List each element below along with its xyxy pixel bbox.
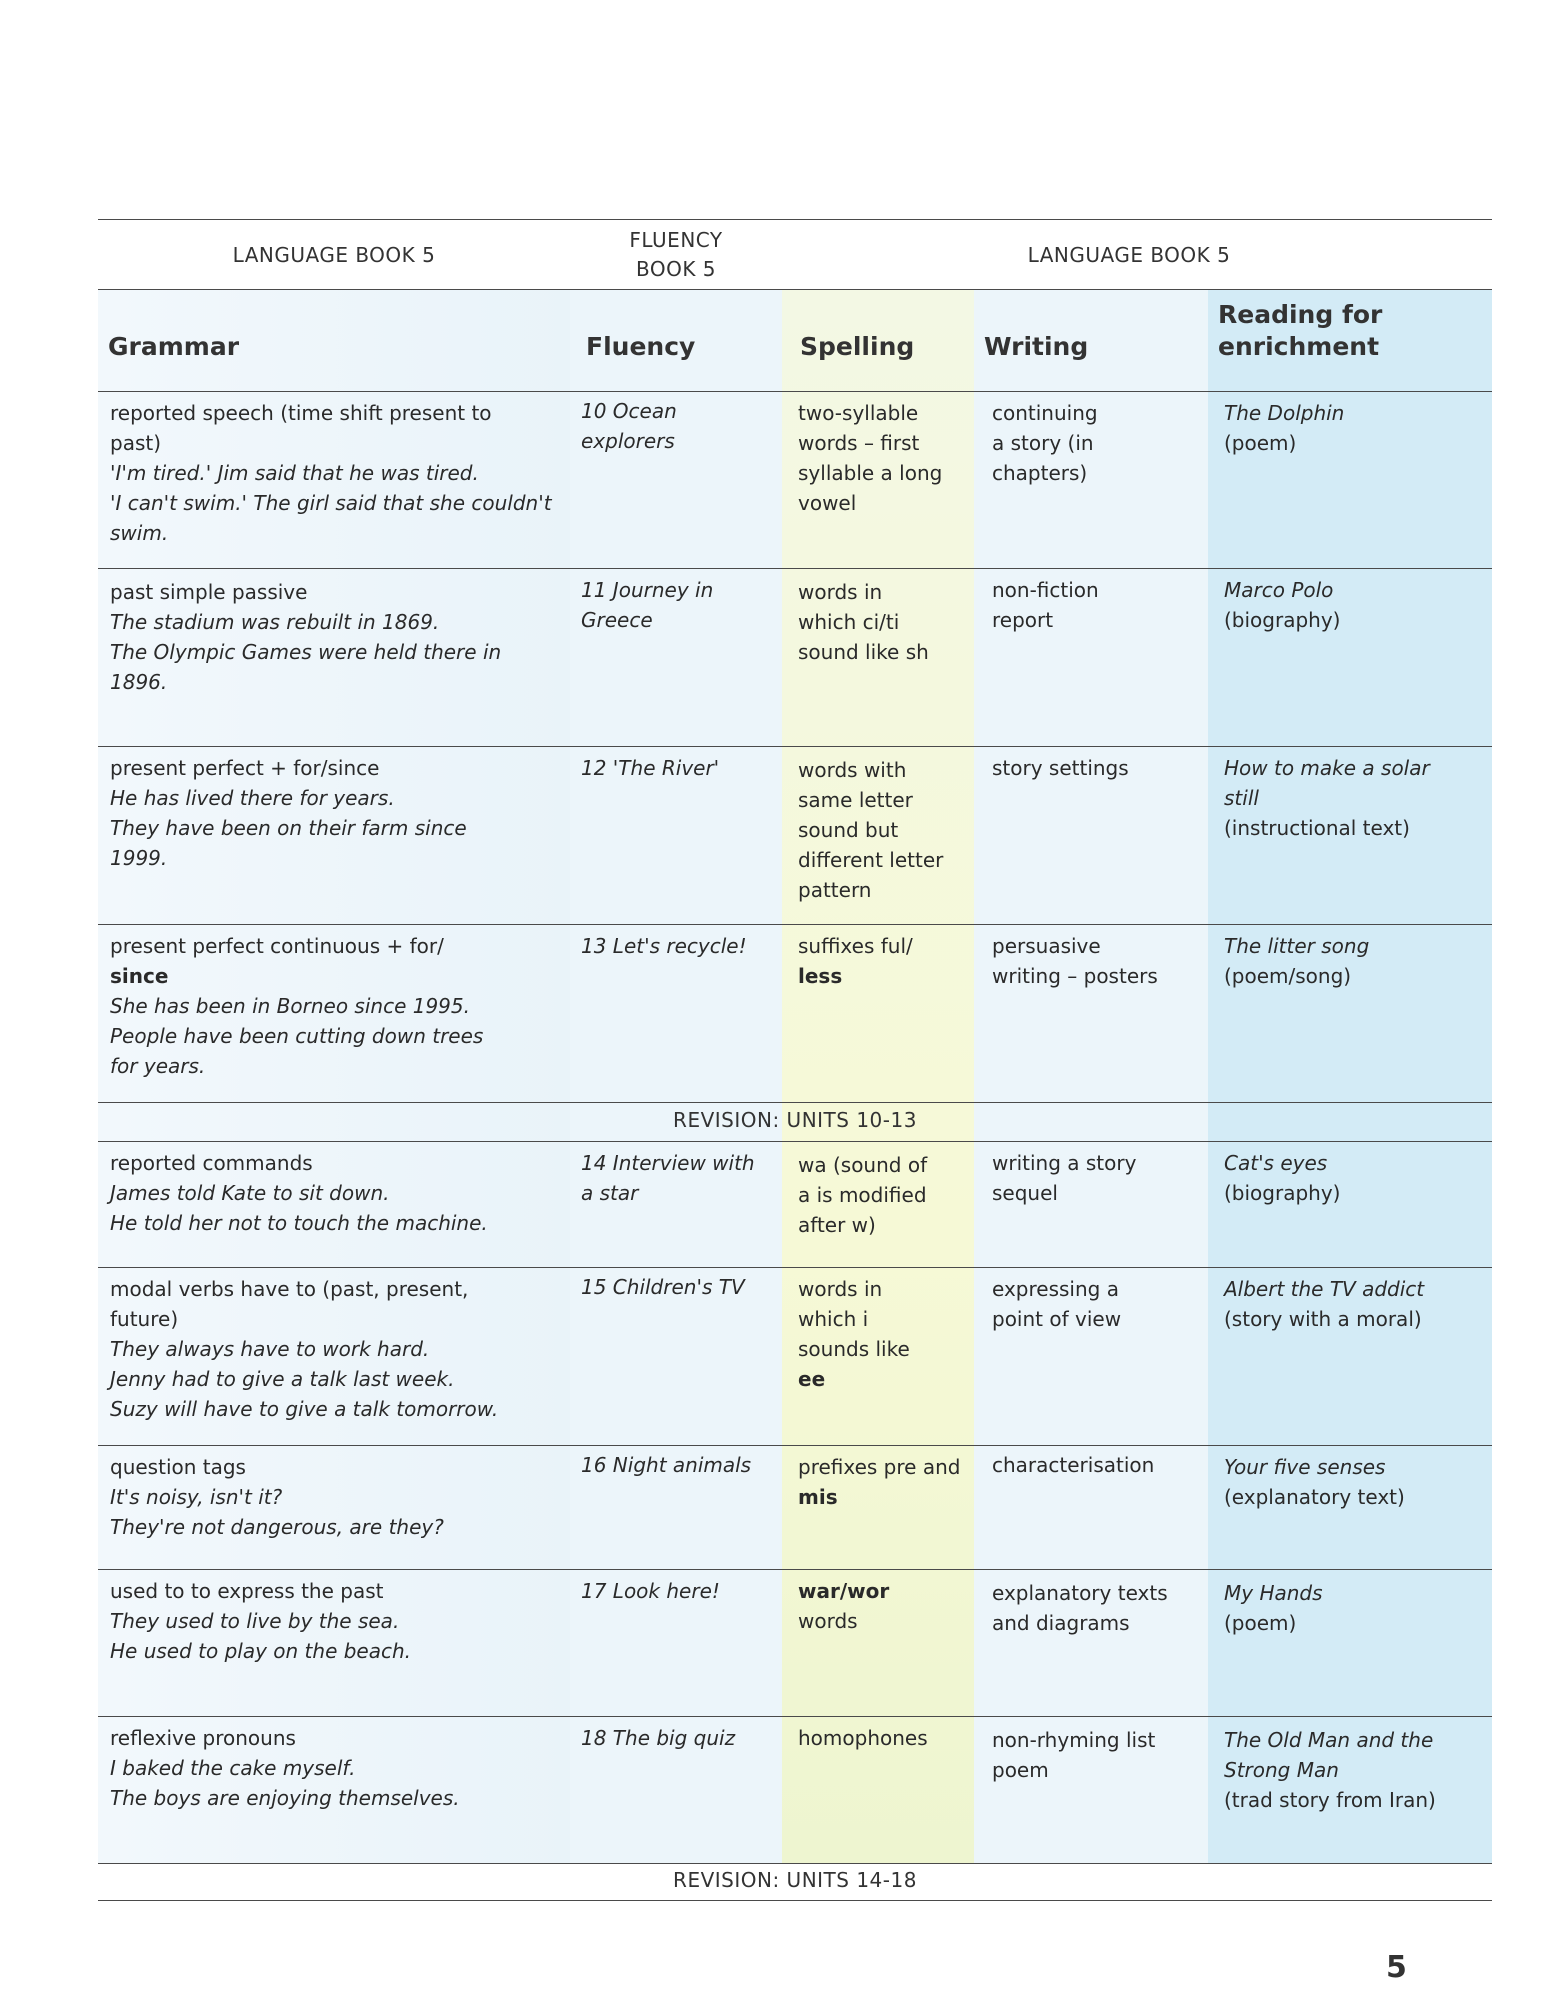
grammar-example: 1999. <box>110 846 168 870</box>
spelling-line: words – first <box>798 431 920 455</box>
grammar-line: present perfect continuous + for/ <box>110 934 444 958</box>
grammar-line: modal verbs have to (past, present, <box>110 1277 469 1301</box>
grammar-example: Suzy will have to give a talk tomorrow. <box>110 1397 499 1421</box>
writing-cell <box>992 1450 1154 1480</box>
spelling-line: suffixes ful/ <box>798 934 913 958</box>
fluency-line: 16 Night animals <box>581 1453 752 1477</box>
grammar-example: He has lived there for years. <box>110 786 395 810</box>
spelling-cell <box>798 931 913 991</box>
writing-line: sequel <box>992 1181 1058 1205</box>
spelling-cell <box>798 1274 910 1394</box>
grammar-line: future) <box>110 1307 179 1331</box>
spelling-line: words in <box>798 580 883 604</box>
spelling-line: which i <box>798 1307 869 1331</box>
grammar-example: The Olympic Games were held there in <box>110 640 502 664</box>
reading-title: still <box>1224 786 1259 810</box>
reading-title: Cat's eyes <box>1224 1151 1328 1175</box>
reading-cell <box>1224 1452 1405 1512</box>
fluency-line: a star <box>581 1181 639 1205</box>
writing-line: report <box>992 608 1054 632</box>
grammar-example: They have been on their farm since <box>110 816 467 840</box>
writing-cell <box>992 753 1129 783</box>
reading-title: Marco Polo <box>1224 578 1334 602</box>
grammar-line: reported commands <box>110 1151 313 1175</box>
spelling-line: sounds like <box>798 1337 910 1361</box>
fluency-line: 13 Let's recycle! <box>581 934 747 958</box>
spelling-heading: Spelling <box>800 332 915 361</box>
writing-line: continuing <box>992 401 1098 425</box>
spelling-line: prefixes pre and <box>798 1455 961 1479</box>
fluency-column-band <box>570 290 782 1864</box>
grammar-line: past simple passive <box>110 580 308 604</box>
spelling-cell <box>798 1576 889 1636</box>
grammar-cell <box>110 577 501 697</box>
row-divider <box>98 1102 1492 1103</box>
grammar-example: It's noisy, isn't it? <box>110 1485 283 1509</box>
reading-title: The litter song <box>1224 934 1370 958</box>
table-bottom-rule <box>98 1863 1492 1864</box>
grammar-example: 'I'm tired.' Jim said that he was tired. <box>110 461 479 485</box>
grammar-example: He told her not to touch the machine. <box>110 1211 488 1235</box>
writing-line: chapters) <box>992 461 1088 485</box>
reading-title: My Hands <box>1224 1581 1323 1605</box>
fluency-cell <box>581 1576 720 1606</box>
spelling-cell <box>798 577 929 667</box>
spelling-line: words in <box>798 1277 883 1301</box>
spelling-cell <box>798 1452 960 1512</box>
reading-title: How to make a solar <box>1224 756 1430 780</box>
fluency-line: 11 Journey in <box>581 578 714 602</box>
spelling-cell <box>798 1723 928 1753</box>
grammar-line: present perfect + for/since <box>110 756 380 780</box>
fluency-cell <box>581 931 747 961</box>
language-book-right-header: LANGUAGE BOOK 5 <box>1027 243 1231 267</box>
writing-line: writing – posters <box>992 964 1158 988</box>
grammar-cell <box>110 753 467 873</box>
row-divider <box>98 1267 1492 1268</box>
grammar-cell <box>110 1576 411 1666</box>
spelling-line: vowel <box>798 491 857 515</box>
spelling-line: war/wor <box>798 1579 890 1603</box>
reading-title: Your five senses <box>1224 1455 1386 1479</box>
spelling-cell <box>798 398 942 518</box>
spelling-line: a is modified <box>798 1183 927 1207</box>
writing-cell <box>992 1148 1136 1208</box>
reading-cell <box>1224 398 1344 458</box>
revision-label: REVISION: UNITS 10-13 <box>673 1108 917 1132</box>
grammar-example: I baked the cake myself. <box>110 1756 356 1780</box>
grammar-heading: Grammar <box>108 332 240 361</box>
fluency-cell <box>581 1272 745 1302</box>
fluency-cell <box>581 1450 751 1480</box>
grammar-example: 1896. <box>110 670 168 694</box>
grammar-cell <box>110 1148 488 1238</box>
writing-cell <box>992 1578 1168 1638</box>
grammar-cell <box>110 1274 498 1424</box>
spelling-cell <box>798 755 943 905</box>
fluency-cell <box>581 1148 755 1208</box>
spelling-line: sound but <box>798 818 899 842</box>
reading-title: Strong Man <box>1224 1758 1339 1782</box>
spelling-line: which ci/ti <box>798 610 900 634</box>
fluency-line: 18 The big quiz <box>581 1726 736 1750</box>
fluency-line: 15 Children's TV <box>581 1275 745 1299</box>
spelling-line: less <box>798 964 843 988</box>
writing-cell <box>992 931 1158 991</box>
fluency-line: 14 Interview with <box>581 1151 755 1175</box>
reading-cell <box>1224 1148 1340 1208</box>
writing-cell <box>992 575 1099 635</box>
row-divider <box>98 746 1492 747</box>
reading-type: (instructional text) <box>1224 816 1410 840</box>
fluency-line: Greece <box>581 608 653 632</box>
spelling-line: words with <box>798 758 907 782</box>
writing-line: a story (in <box>992 431 1094 455</box>
writing-line: expressing a <box>992 1277 1119 1301</box>
grammar-line: since <box>110 964 169 988</box>
reading-cell <box>1224 753 1430 843</box>
fluency-heading: Fluency <box>586 332 696 361</box>
writing-line: characterisation <box>992 1453 1155 1477</box>
row-divider <box>98 1569 1492 1570</box>
grammar-example: 'I can't swim.' The girl said that she couldn't <box>110 491 552 515</box>
reading-type: (explanatory text) <box>1224 1485 1405 1509</box>
spelling-line: syllable a long <box>798 461 943 485</box>
writing-line: story settings <box>992 756 1129 780</box>
reading-type: (poem) <box>1224 431 1297 455</box>
spelling-line: sound like sh <box>798 640 929 664</box>
reading-cell <box>1224 1578 1323 1638</box>
writing-line: explanatory texts <box>992 1581 1168 1605</box>
spelling-line: pattern <box>798 878 872 902</box>
reading-title: The Old Man and the <box>1224 1728 1434 1752</box>
grammar-line: past) <box>110 431 162 455</box>
writing-line: non-rhyming list <box>992 1728 1156 1752</box>
table-top-rule <box>98 219 1492 220</box>
row-divider <box>98 1445 1492 1446</box>
row-divider <box>98 568 1492 569</box>
grammar-cell <box>110 398 552 548</box>
writing-heading: Writing <box>984 332 1089 361</box>
grammar-line: reflexive pronouns <box>110 1726 296 1750</box>
fluency-line: 12 'The River' <box>581 756 720 780</box>
writing-cell <box>992 1274 1121 1334</box>
spelling-line: different letter <box>798 848 944 872</box>
grammar-cell <box>110 1723 460 1813</box>
reading-cell <box>1224 1274 1424 1334</box>
reading-type: (trad story from Iran) <box>1224 1788 1436 1812</box>
grammar-example: Jenny had to give a talk last week. <box>110 1367 455 1391</box>
row-divider <box>98 924 1492 925</box>
fluency-line: 10 Ocean <box>581 399 677 423</box>
reading-heading-line-1: Reading for <box>1218 300 1383 329</box>
reading-cell <box>1224 1725 1436 1815</box>
page-number: 5 <box>1386 1950 1407 1985</box>
spelling-line: after w) <box>798 1213 876 1237</box>
grammar-example: James told Kate to sit down. <box>110 1181 390 1205</box>
row-divider <box>98 1716 1492 1717</box>
grammar-example: swim. <box>110 521 169 545</box>
revision-bottom-rule <box>98 1900 1492 1901</box>
grammar-line: used to to express the past <box>110 1579 384 1603</box>
spelling-cell <box>798 1150 927 1240</box>
spelling-line: same letter <box>798 788 913 812</box>
grammar-example: The boys are enjoying themselves. <box>110 1786 460 1810</box>
grammar-example: People have been cutting down trees <box>110 1024 484 1048</box>
fluency-book-line-1: FLUENCY <box>629 228 723 252</box>
writing-line: non-fiction <box>992 578 1099 602</box>
grammar-cell <box>110 1452 444 1542</box>
writing-line: poem <box>992 1758 1049 1782</box>
writing-line: persuasive <box>992 934 1101 958</box>
reading-type: (poem/song) <box>1224 964 1352 988</box>
fluency-cell <box>581 1723 735 1753</box>
spelling-line: two-syllable <box>798 401 919 425</box>
grammar-line: reported speech (time shift present to <box>110 401 492 425</box>
writing-line: writing a story <box>992 1151 1137 1175</box>
reading-heading-line-2: enrichment <box>1218 332 1380 361</box>
grammar-line: question tags <box>110 1455 246 1479</box>
grammar-example: They always have to work hard. <box>110 1337 430 1361</box>
spelling-line: wa (sound of <box>798 1153 928 1177</box>
spelling-line: mis <box>798 1485 838 1509</box>
grammar-cell <box>110 931 483 1081</box>
grammar-example: They used to live by the sea. <box>110 1609 400 1633</box>
grammar-example: They're not dangerous, are they? <box>110 1515 444 1539</box>
grammar-example: for years. <box>110 1054 206 1078</box>
reading-title: The Dolphin <box>1224 401 1345 425</box>
grammar-example: She has been in Borneo since 1995. <box>110 994 470 1018</box>
column-header-rule <box>98 391 1492 392</box>
writing-cell <box>992 1725 1155 1785</box>
writing-line: point of view <box>992 1307 1122 1331</box>
writing-cell <box>992 398 1098 488</box>
reading-type: (story with a moral) <box>1224 1307 1422 1331</box>
fluency-cell <box>581 396 677 456</box>
spelling-line: homophones <box>798 1726 928 1750</box>
fluency-cell <box>581 753 719 783</box>
fluency-cell <box>581 575 713 635</box>
grammar-example: He used to play on the beach. <box>110 1639 412 1663</box>
reading-cell <box>1224 575 1340 635</box>
revision-label: REVISION: UNITS 14-18 <box>673 1868 917 1892</box>
header-rule <box>98 289 1492 290</box>
reading-type: (biography) <box>1224 1181 1341 1205</box>
spelling-line: ee <box>798 1367 826 1391</box>
language-book-left-header: LANGUAGE BOOK 5 <box>232 243 436 267</box>
writing-line: and diagrams <box>992 1611 1130 1635</box>
reading-title: Albert the TV addict <box>1224 1277 1425 1301</box>
reading-type: (biography) <box>1224 608 1341 632</box>
reading-type: (poem) <box>1224 1611 1297 1635</box>
fluency-book-header <box>570 226 782 284</box>
reading-heading <box>1218 299 1382 363</box>
fluency-line: explorers <box>581 429 675 453</box>
fluency-book-line-2: BOOK 5 <box>635 257 717 281</box>
grammar-example: The stadium was rebuilt in 1869. <box>110 610 440 634</box>
spelling-line: words <box>798 1609 858 1633</box>
fluency-line: 17 Look here! <box>581 1579 720 1603</box>
reading-cell <box>1224 931 1369 991</box>
revision-rule <box>98 1141 1492 1142</box>
